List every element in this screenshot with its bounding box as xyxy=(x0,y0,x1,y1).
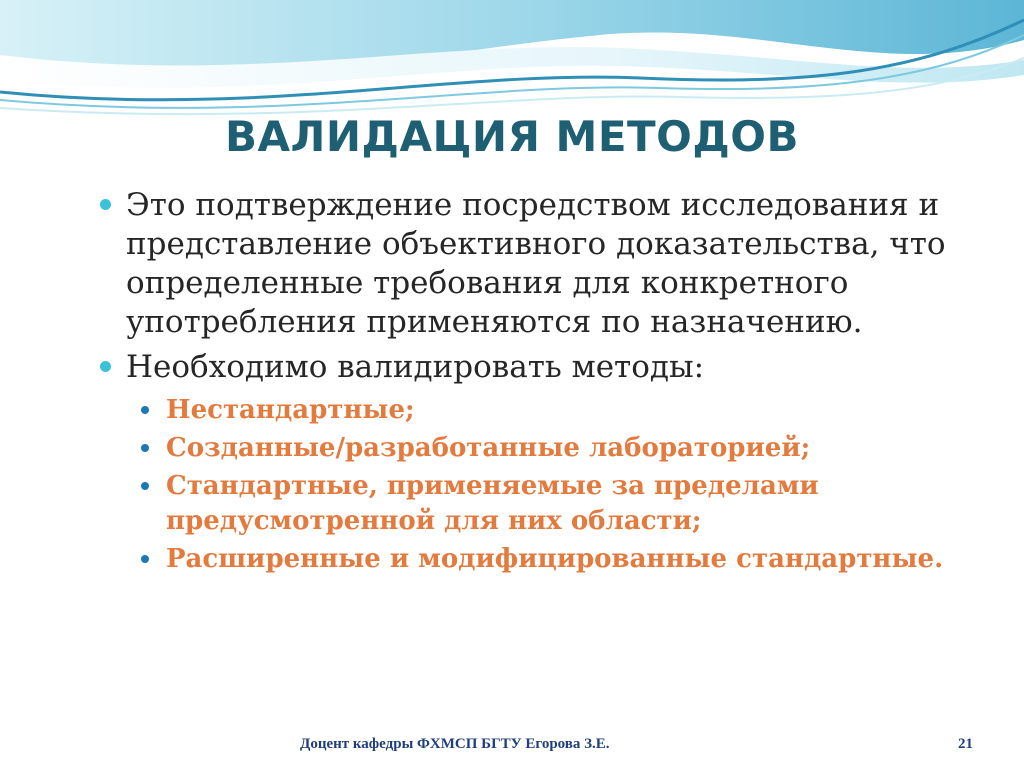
sub-bullet-text: Стандартные, применяемые за пределами предусмотренной для них области; xyxy=(166,471,819,536)
bullet-methods-intro xyxy=(96,348,996,387)
slide-title: ВАЛИДАЦИЯ МЕТОДОВ xyxy=(224,112,799,161)
sub-bullet-text: Нестандартные; xyxy=(166,395,415,425)
sub-bullet-dot-icon xyxy=(141,406,149,414)
bullet-dot-icon xyxy=(100,199,111,210)
bullet-definition xyxy=(96,186,996,342)
sub-bullet-nonstandard xyxy=(138,393,996,428)
sub-bullet-text: Расширенные и модифицированные стандартные. xyxy=(166,544,944,574)
footer-author: Доцент кафедры ФХМСП БГТУ Егорова З.Е. xyxy=(300,736,610,752)
bullet-definition-text: Это подтверждение посредством исследования и представление объективного доказательства, что определенные требования для конкретного употребления применяются по назначению. xyxy=(126,187,946,340)
sub-bullet-dot-icon xyxy=(141,555,149,563)
wave-header-decoration xyxy=(0,0,1024,130)
bullet-dot-icon xyxy=(100,361,111,372)
sub-bullet-extended-modified xyxy=(138,542,996,577)
methods-sublist xyxy=(96,393,996,577)
sub-bullet-text: Созданные/разработанные лабораторией; xyxy=(166,433,811,463)
sub-bullet-dot-icon xyxy=(141,444,149,452)
slide-body xyxy=(96,186,996,580)
sub-bullet-standard-outside-scope xyxy=(138,469,996,539)
sub-bullet-dot-icon xyxy=(141,482,149,490)
bullet-methods-intro-text: Необходимо валидировать методы: xyxy=(126,349,705,385)
sub-bullet-lab-developed xyxy=(138,431,996,466)
page-number: 21 xyxy=(958,736,973,752)
